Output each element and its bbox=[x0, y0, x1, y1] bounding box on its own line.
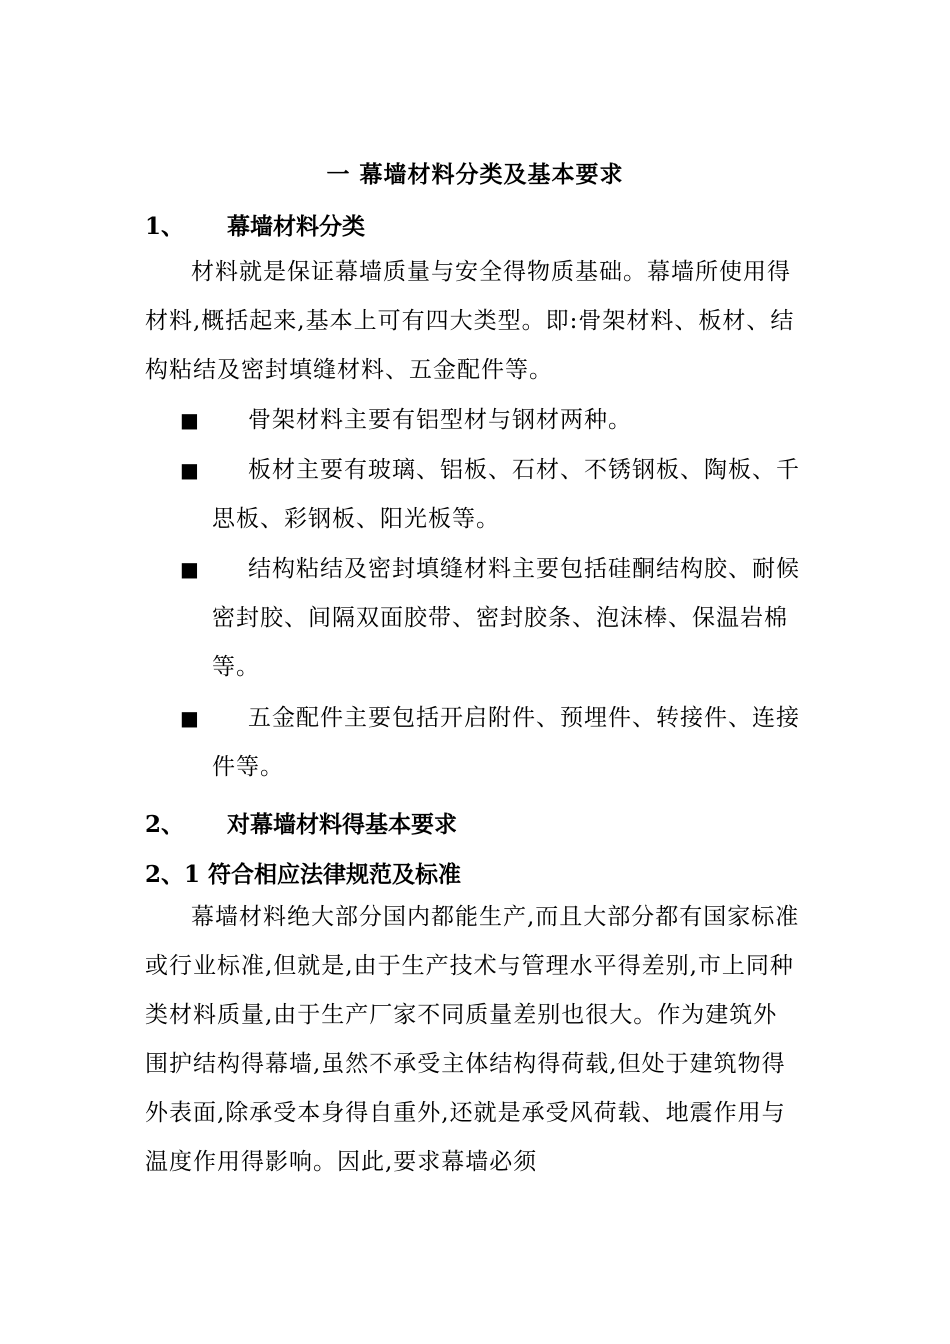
section-1-title: 幕墙材料分类 bbox=[227, 213, 365, 240]
bullet-square-icon: ■ bbox=[180, 706, 199, 730]
bullet-item-sealant bbox=[180, 545, 802, 692]
section-2-title: 对幕墙材料得基本要求 bbox=[227, 811, 457, 838]
section-2-1-heading: 2、1 符合相应法律规范及标准 bbox=[145, 861, 462, 888]
section-1-number: 1、 bbox=[145, 213, 185, 240]
section-1-paragraph: 材料就是保证幕墙质量与安全得物质基础。幕墙所使用得材料,概括起来,基本上可有四大类型。即:骨架材料、板材、结构粘结及密封填缝材料、五金配件等。 bbox=[145, 259, 795, 383]
section-2-paragraph: 幕墙材料绝大部分国内都能生产,而且大部分都有国家标准或行业标准,但就是,由于生产技术与管理水平得差别,市上同种类材料质量,由于生产厂家不同质量差别也很大。作为建筑外围护结构得幕墙,虽然不承受主体结构得荷载,但处于建筑物得外表面,除承受本身得自重外,还就是承受风荷载、地震作用与温度作用得影响。因此,要求幕墙必须 bbox=[145, 904, 800, 1175]
bullet-square-icon: ■ bbox=[180, 557, 199, 581]
bullet-text: 骨架材料主要有铝型材与钢材两种。 bbox=[248, 407, 632, 433]
document-title: 一 幕墙材料分类及基本要求 bbox=[326, 161, 624, 188]
section-1-heading bbox=[145, 208, 365, 241]
bullet-text: 结构粘结及密封填缝材料主要包括硅酮结构胶、耐候密封胶、间隔双面胶带、密封胶条、泡沫棒、保温岩棉等。 bbox=[212, 556, 800, 680]
bullet-item-panel bbox=[180, 446, 802, 544]
bullet-square-icon: ■ bbox=[180, 408, 199, 432]
bullet-text: 五金配件主要包括开启附件、预埋件、转接件、连接件等。 bbox=[212, 705, 800, 780]
bullet-square-icon: ■ bbox=[180, 458, 199, 482]
section-2-number: 2、 bbox=[145, 811, 185, 838]
bullet-item-frame bbox=[180, 396, 802, 445]
bullet-text: 板材主要有玻璃、铝板、石材、不锈钢板、陶板、千思板、彩钢板、阳光板等。 bbox=[212, 457, 800, 532]
section-2-heading bbox=[145, 806, 457, 839]
bullet-item-hardware bbox=[180, 694, 802, 792]
